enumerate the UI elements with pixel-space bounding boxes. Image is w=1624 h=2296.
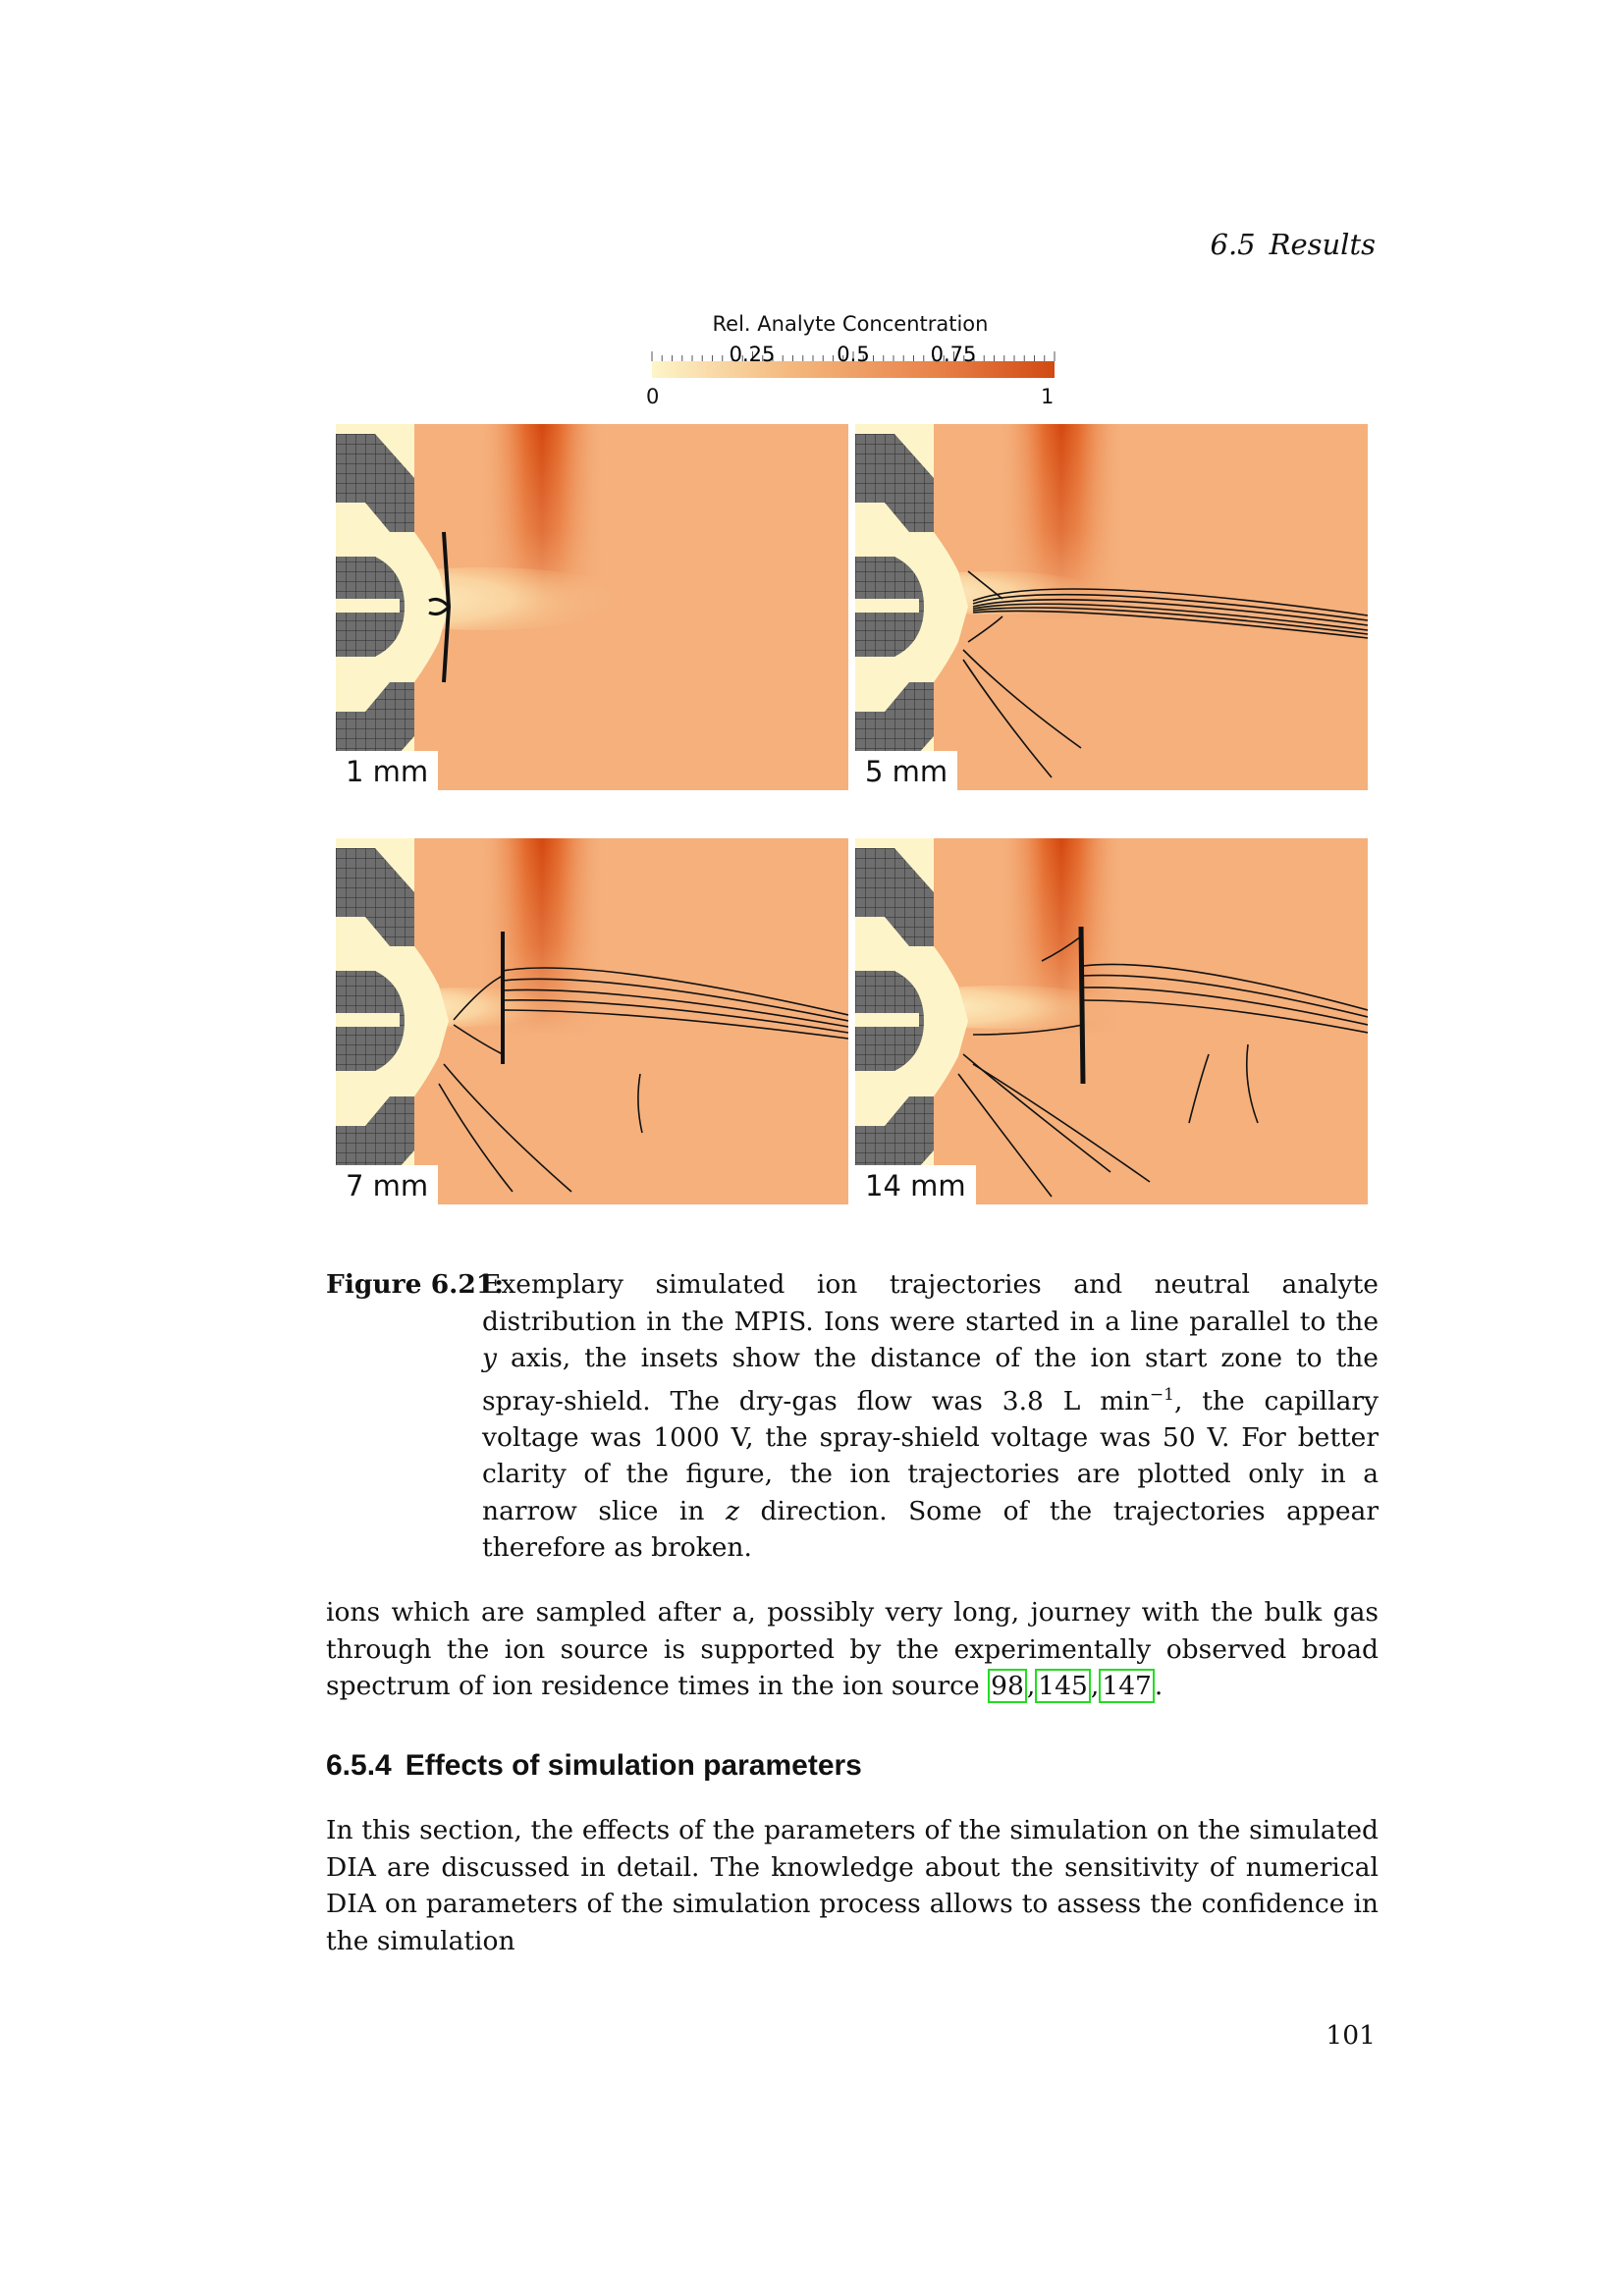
panel-inset-label: 1 mm <box>336 751 438 790</box>
section-title-text: Effects of simulation parameters <box>405 1749 862 1782</box>
simulation-plot <box>336 838 848 1204</box>
figure-caption <box>326 1266 1379 1567</box>
colorbar-tick-075: 0.75 <box>930 343 977 366</box>
colorbar-tick-025: 0.25 <box>729 343 776 366</box>
simulation-plot <box>855 424 1368 790</box>
figure-caption-text: Exemplary simulated ion trajectories and neutral analyte distribution in the MPIS. Ions were started in a line parallel to the y axis, the insets show the distance of the ion start zone to the spray-shield. The dry-gas flow was 3.8 L $\min^{-1}$, the capillary voltage was 1000 V, the spray-shield voltage was 50 V. For better clarity of the figure, the ion trajectories are plotted only in a narrow slice in z direction. Some of the trajectories appear therefore as broken. <box>482 1269 1380 1564</box>
header-section-title: Results <box>1269 228 1376 261</box>
figure-panel-7mm <box>336 838 848 1204</box>
panel-inset-label: 14 mm <box>855 1165 976 1204</box>
colorbar-title: Rel. Analyte Concentration <box>712 312 989 336</box>
header-section-number: 6.5 <box>1210 228 1256 261</box>
section-heading <box>326 1749 862 1783</box>
colorbar-max-label: 1 <box>1041 385 1055 408</box>
colorbar-min-label: 0 <box>646 385 660 408</box>
citation-link[interactable]: 145 <box>1035 1669 1091 1703</box>
panel-inset-label: 7 mm <box>336 1165 438 1204</box>
section-number: 6.5.4 <box>326 1749 392 1782</box>
figure-caption-label: Figure 6.21: <box>326 1269 505 1300</box>
figure-panel-5mm <box>855 424 1368 790</box>
colorbar-tick-05: 0.5 <box>837 343 870 366</box>
body-paragraph: In this section, the effects of the parameters of the simulation on the simulated DIA are discussed in detail. The knowledge about the sensitivity of numerical DIA on parameters of the simulation process allows to assess the confidence in the simulation <box>326 1815 1379 1956</box>
figure-panel-1mm <box>336 424 848 790</box>
simulation-plot <box>336 424 848 790</box>
citation-link[interactable]: 98 <box>988 1669 1027 1703</box>
panel-inset-label: 5 mm <box>855 751 957 790</box>
simulation-plot <box>855 838 1368 1204</box>
running-header <box>1211 228 1377 261</box>
colorbar <box>640 332 1062 391</box>
citation-link[interactable]: 147 <box>1099 1669 1155 1703</box>
figure-panel-14mm <box>855 838 1368 1204</box>
page-number: 101 <box>1326 2020 1376 2051</box>
body-paragraph: ions which are sampled after a, possibly very long, journey with the bulk gas through the ion source is supported by the experimentally observed broad spectrum of ion residence times in the ion source 98 , 145 , 147 . <box>326 1597 1379 1701</box>
